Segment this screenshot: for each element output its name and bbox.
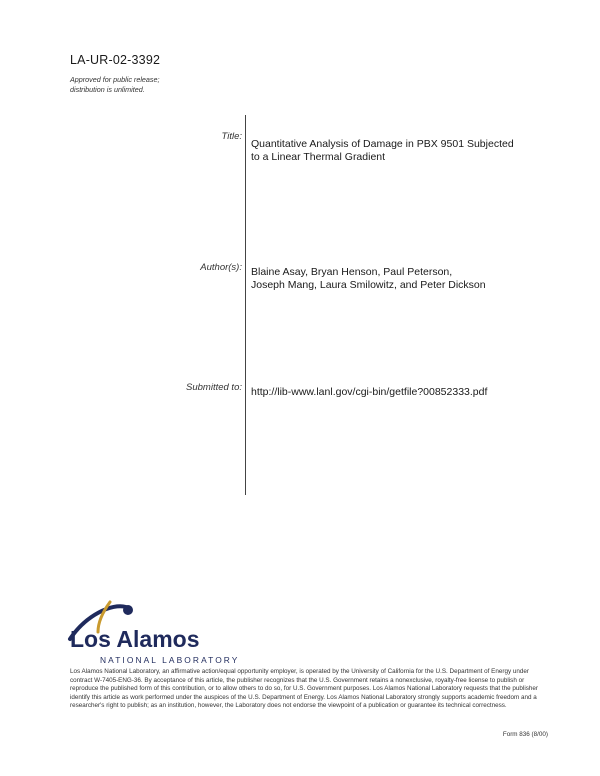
author-value: [251, 266, 486, 292]
logo-subtitle: NATIONAL LABORATORY: [100, 655, 240, 665]
release-statement: [70, 75, 160, 95]
submitted-url: http://lib-www.lanl.gov/cgi-bin/getfile?00852333.pdf: [251, 386, 488, 398]
submitted-label: Submitted to:: [186, 382, 242, 393]
atom-logo-icon: [66, 599, 246, 667]
report-number: LA-UR-02-3392: [70, 53, 161, 67]
title-label: Title:: [221, 131, 242, 142]
logo-nucleus: [123, 605, 133, 615]
disclaimer-text: Los Alamos National Laboratory, an affirmative action/equal opportunity employer, is operated by the University of California for the U.S. Department of Energy under contract W-7405-ENG-36. By acceptance of this article, the publisher recognizes that the U.S. Government retains a nonexclusive, royalty-free license to publish or reproduce the published form of this contribution, or to allow others to do so, for U.S. Government purposes. Los Alamos National Laboratory requests that the publisher identify this article as work performed under the auspices of the U.S. Department of Energy. Los Alamos National Laboratory strongly supports academic freedom and a researcher's right to publish; as an institution, however, the Laboratory does not endorse the viewpoint of a publication or guarantee its technical correctness.: [70, 668, 538, 710]
author-label: Author(s):: [200, 262, 242, 273]
vertical-divider: [245, 115, 246, 495]
author-line: Blaine Asay, Bryan Henson, Paul Peterson,: [251, 266, 453, 278]
release-line: Approved for public release;: [70, 75, 160, 84]
los-alamos-logo: [66, 599, 246, 672]
author-line: Joseph Mang, Laura Smilowitz, and Peter Dickson: [251, 279, 486, 291]
logo-name: Los Alamos: [70, 626, 200, 652]
release-line: distribution is unlimited.: [70, 85, 145, 94]
title-value: [251, 138, 514, 164]
form-number: Form 836 (8/00): [502, 731, 548, 738]
title-line: to a Linear Thermal Gradient: [251, 151, 386, 163]
title-line: Quantitative Analysis of Damage in PBX 9501 Subjected: [251, 138, 514, 150]
